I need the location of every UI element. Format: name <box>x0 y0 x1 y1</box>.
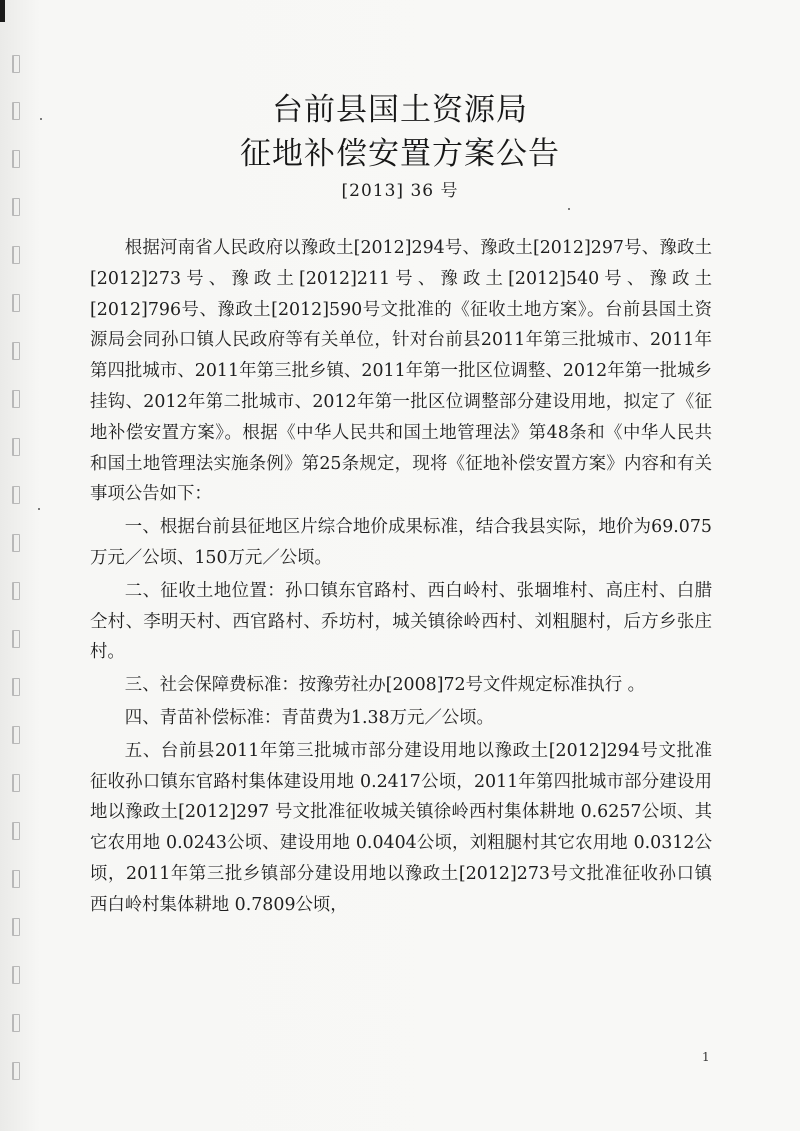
binding-hole <box>12 630 20 648</box>
paragraph-item-4: 四、青苗补偿标准：青苗费为1.38万元／公顷。 <box>124 707 494 728</box>
binding-hole <box>12 918 20 936</box>
binding-hole <box>12 55 20 73</box>
title-line-2: 征地补偿安置方案公告 <box>240 136 560 172</box>
binding-hole <box>12 678 20 696</box>
title-line-1: 台前县国土资源局 <box>272 92 528 128</box>
binding-hole <box>12 294 20 312</box>
binding-hole <box>12 966 20 984</box>
paragraph-item-5: 五、台前县2011年第三批城市部分建设用地以豫政土[2012]294号文批准征收孙口镇东官路村集体建设用地 0.2417公顷，2011年第四批城市部分建设用地以豫政土[2012]297 号文批准征收城关镇徐岭西村集体耕地 0.6257公顷、其它农用地 0.0243公顷、建设用地 0.0404公顷，刘粗腿村其它农用地 0.0312公顷，2011年第三批乡镇部分建设用地以豫政土[2012]273号文批准征收孙口镇西白岭村集体耕地 0.7809公顷， <box>90 740 712 915</box>
scan-speck <box>568 208 570 210</box>
paragraph-item-3: 三、社会保障费标准：按豫劳社办[2008]72号文件规定标准执行 。 <box>124 675 646 696</box>
binding-mark <box>0 0 5 22</box>
binding-hole <box>12 822 20 840</box>
paragraph-item-1: 一、根据台前县征地区片综合地价成果标准，结合我县实际，地价为69.075万元／公顷、150万元／公顷。 <box>90 517 712 568</box>
page-number: 1 <box>702 1050 710 1064</box>
paragraph-item-2: 二、征收土地位置：孙口镇东官路村、西白岭村、张堌堆村、高庄村、白腊仝村、李明天村、西官路村、乔坊村，城关镇徐岭西村、刘粗腿村，后方乡张庄村。 <box>90 580 712 663</box>
binding-hole <box>12 1014 20 1032</box>
binding-hole <box>12 486 20 504</box>
binding-holes <box>12 55 24 1085</box>
document-body <box>90 233 712 923</box>
binding-hole <box>12 582 20 600</box>
binding-hole <box>12 534 20 552</box>
binding-hole <box>12 438 20 456</box>
binding-hole <box>12 246 20 264</box>
binding-hole <box>12 774 20 792</box>
binding-hole <box>12 726 20 744</box>
paragraph-intro: 根据河南省人民政府以豫政土[2012]294号、豫政土[2012]297号、豫政土[2012]273号、豫政土[2012]211号、豫政土[2012]540号、豫政土[2012]796号、豫政土[2012]590号文批准的《征收土地方案》。台前县国土资源局会同孙口镇人民政府等有关单位，针对台前县2011年第三批城市、2011年第四批城市、2011年第三批乡镇、2011年第一批区位调整、2012年第一批城乡挂钩、2012年第二批城市、2012年第一批区位调整部分建设用地，拟定了《征地补偿安置方案》。根据《中华人民共和国土地管理法》第48条和《中华人民共和国土地管理法实施条例》第25条规定，现将《征地补偿安置方案》内容和有关事项公告如下： <box>90 238 712 505</box>
scan-speck <box>40 118 42 120</box>
scan-speck <box>38 508 40 510</box>
document-number: [2013] 36 号 <box>341 181 459 201</box>
binding-hole <box>12 342 20 360</box>
binding-hole <box>12 1062 20 1080</box>
binding-hole <box>12 870 20 888</box>
document-title <box>0 88 800 176</box>
binding-hole <box>12 390 20 408</box>
